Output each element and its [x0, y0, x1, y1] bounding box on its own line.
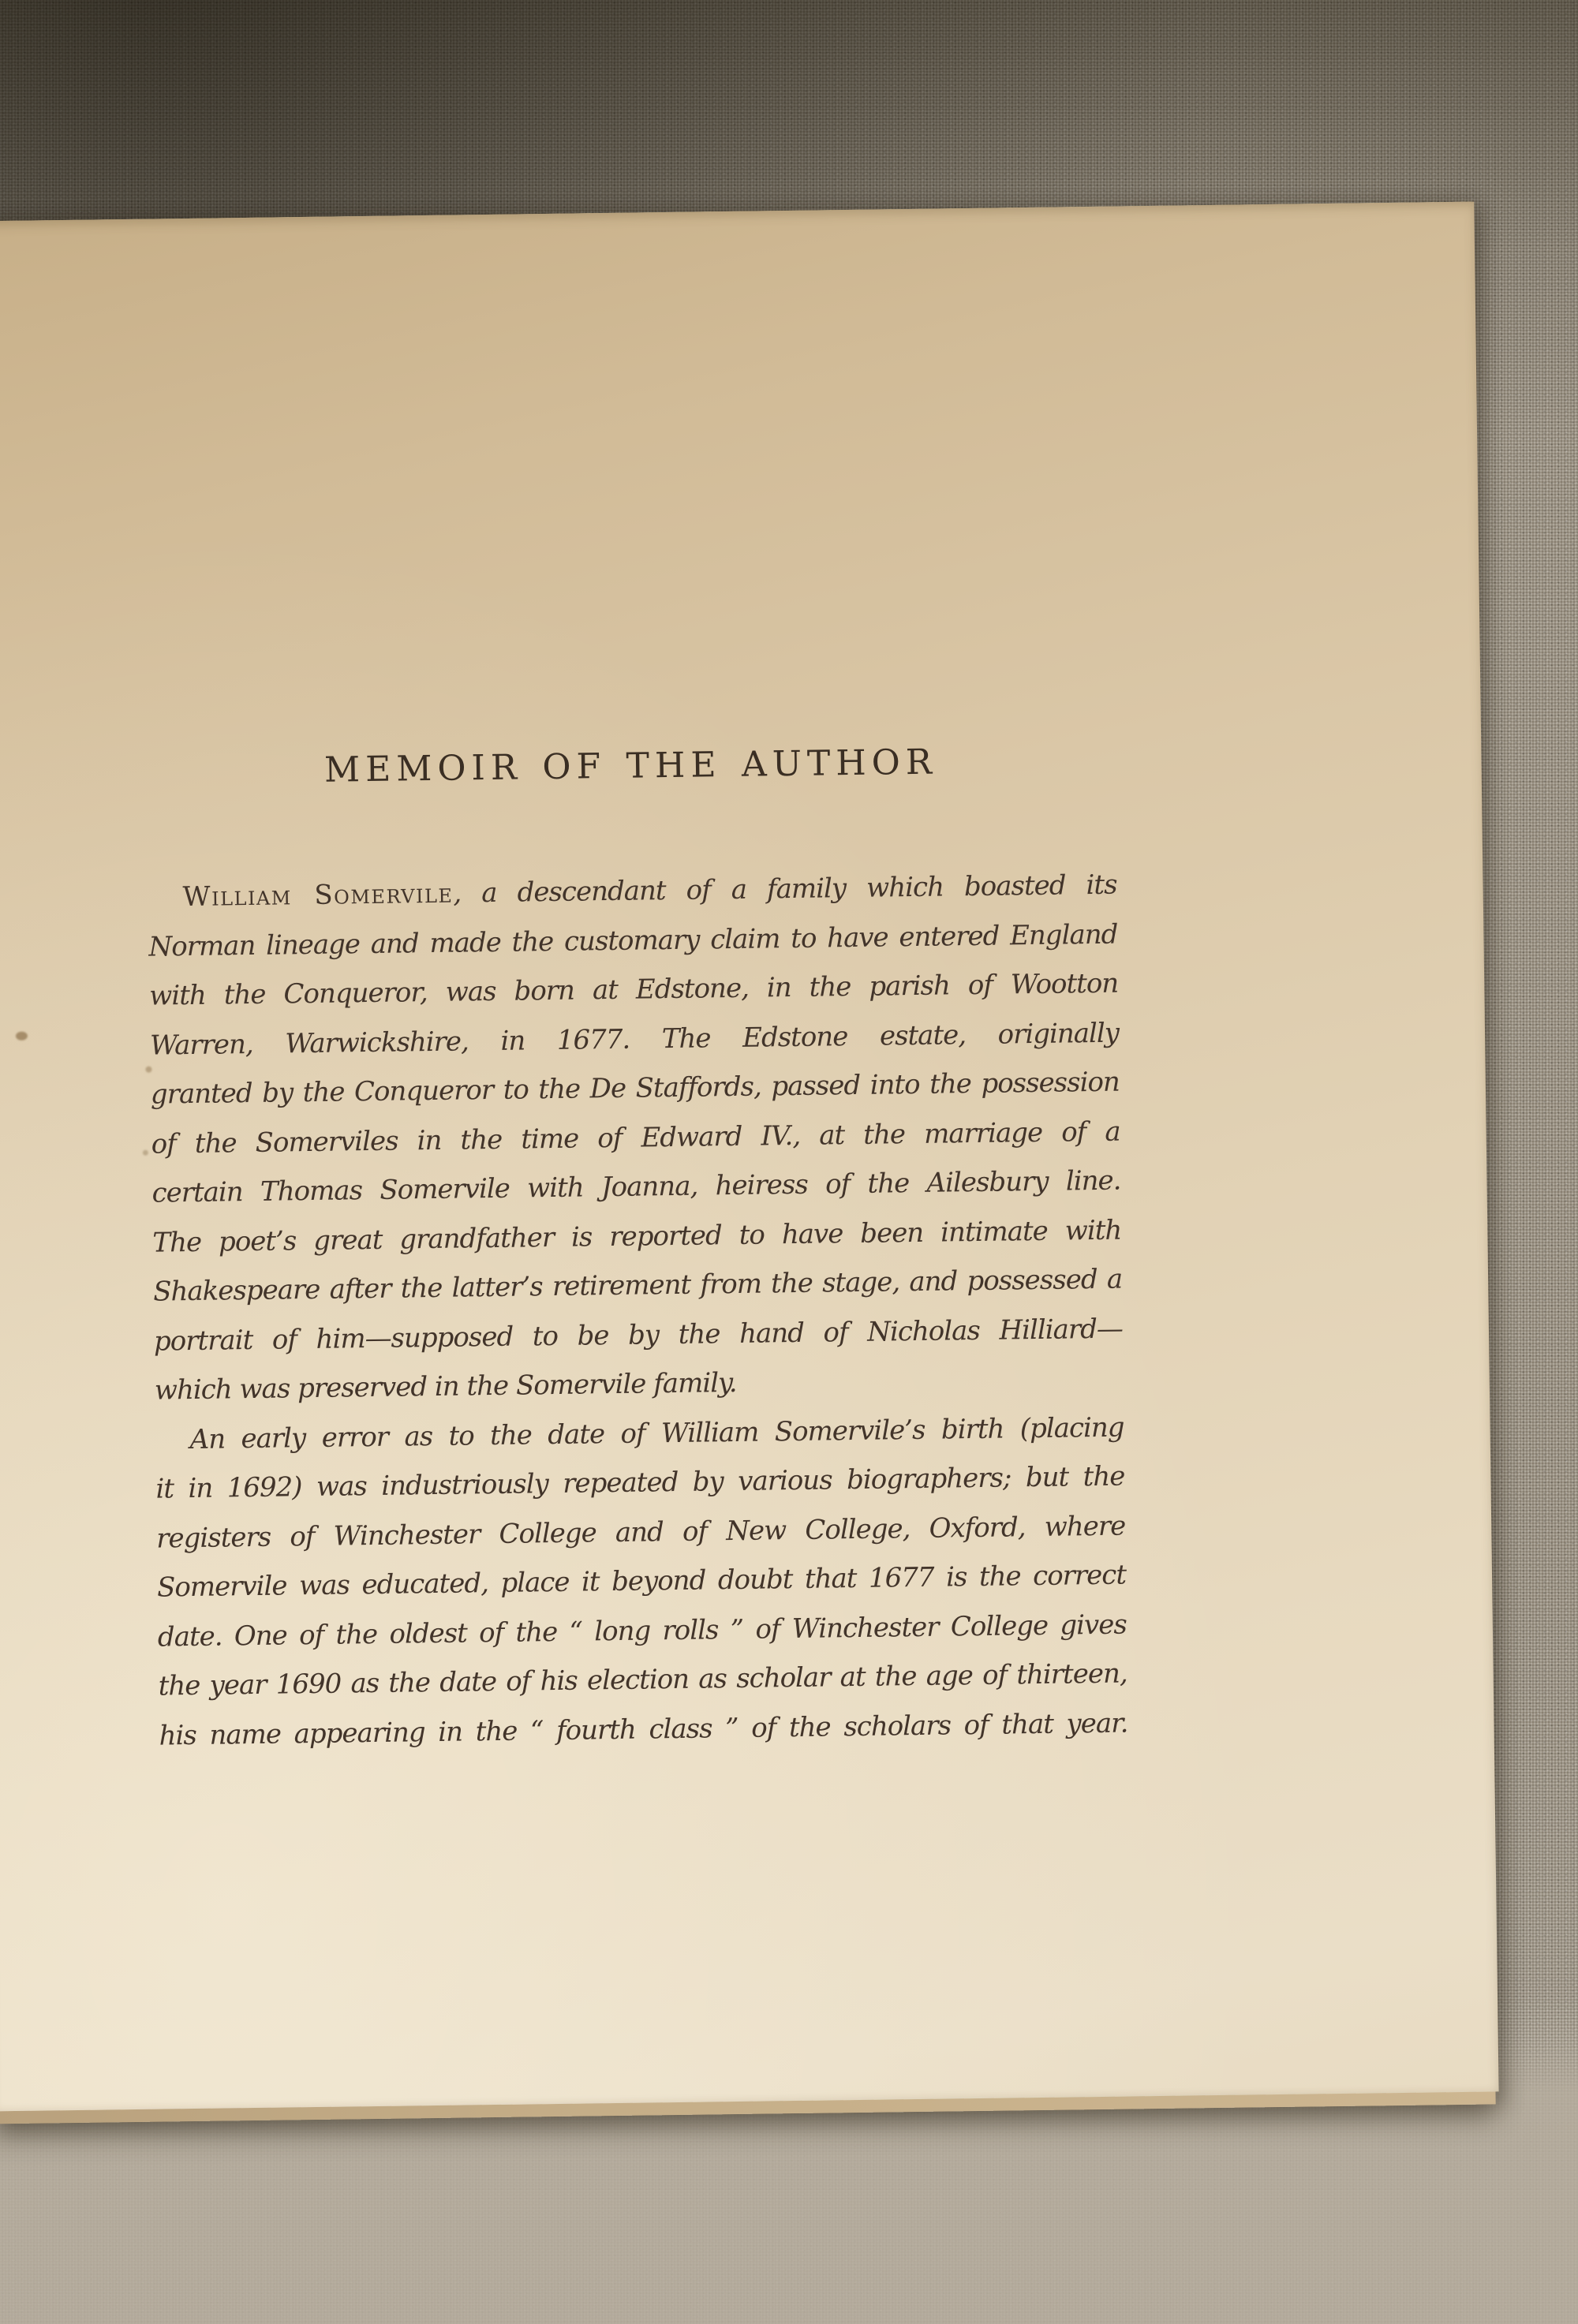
- memoir-text-block: [148, 861, 1128, 1761]
- memoir-line: date. One of the oldest of the “ long rolls ” of Winchester College gives: [157, 1608, 1127, 1653]
- memoir-line: of the Somerviles in the time of Edward IV., at the marriage of a: [151, 1115, 1120, 1160]
- author-name-small-caps: William Somervile: [182, 877, 454, 914]
- memoir-line: registers of Winchester College and of New College, Oxford, where: [156, 1510, 1126, 1555]
- memoir-line: certain Thomas Somervile with Joanna, heiress of the Ailesbury line.: [151, 1164, 1121, 1209]
- memoir-line: which was preserved in the Somervile family.: [154, 1366, 737, 1407]
- memoir-line: the year 1690 as the date of his election as scholar at the age of thirteen,: [158, 1657, 1127, 1702]
- memoir-line-text: , a descendant of a family which boasted its: [453, 869, 1117, 910]
- memoir-line: his name appearing in the “ fourth class ” of the scholars of that year.: [159, 1706, 1128, 1752]
- memoir-line: it in 1692) was industriously repeated by various biographers; but the: [155, 1460, 1125, 1505]
- page-title: MEMOIR OF THE AUTHOR: [323, 742, 938, 790]
- memoir-line: Norman lineage and made the customary claim to have entered England: [148, 918, 1118, 963]
- memoir-line: with the Conqueror, was born at Edstone, in the parish of Wootton: [149, 967, 1119, 1012]
- memoir-line: An early error as to the date of William Somervile’s birth (placing: [189, 1411, 1124, 1455]
- foxing-spot: [16, 1032, 28, 1041]
- memoir-line: portrait of him—supposed to be by the hand of Nicholas Hilliard—: [153, 1313, 1124, 1358]
- memoir-line: Warren, Warwickshire, in 1677. The Edstone estate, originally: [149, 1017, 1120, 1062]
- foxing-spot: [145, 1067, 151, 1073]
- memoir-line: Shakespeare after the latter’s retirement from the stage, and possessed a: [152, 1263, 1123, 1308]
- memoir-line: Somervile was educated, place it beyond doubt that 1677 is the correct: [156, 1559, 1127, 1604]
- memoir-line: granted by the Conqueror to the De Staffords, passed into the possession: [150, 1066, 1120, 1111]
- memoir-line: The poet’s great grandfather is reported to have been intimate with: [152, 1214, 1122, 1259]
- book-page: [0, 202, 1499, 2112]
- foxing-spot: [143, 1150, 148, 1156]
